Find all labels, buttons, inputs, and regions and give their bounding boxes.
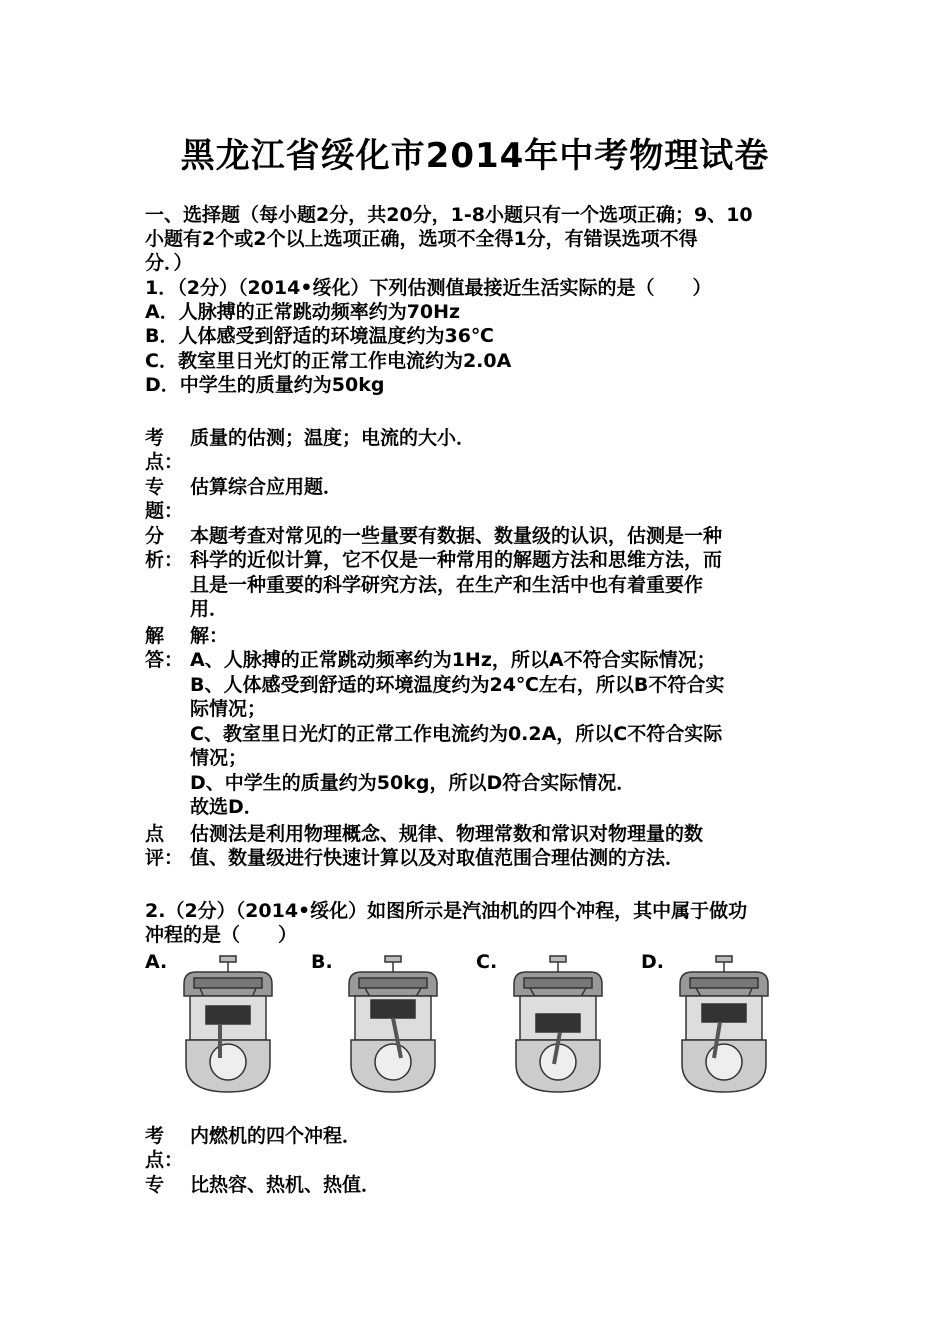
jieda-line: B、人体感受到舒适的环境温度约为24℃左右，所以B不符合实 [190, 674, 725, 696]
zhuanti-label: 题： [145, 500, 184, 522]
dianping-label: 点 [145, 823, 165, 845]
jieda-line: 解： [190, 625, 229, 647]
page-title: 黑龙江省绥化市2014年中考物理试卷 [180, 136, 770, 176]
q2-zhuanti-label: 专 [145, 1174, 165, 1196]
jieda-line: C、教室里日光灯的正常工作电流约为0.2A，所以C不符合实际 [190, 723, 723, 745]
q2-option-b-label: B. [311, 951, 333, 973]
dianping-line: 值、数量级进行快速计算以及对取值范围合理估测的方法． [190, 847, 685, 869]
engine-diagram-a [180, 954, 276, 1094]
section-line: 一、选择题（每小题2分，共20分，1-8小题只有一个选项正确；9、10 [145, 204, 753, 226]
jieda-line: A、人脉搏的正常跳动频率约为1Hz，所以A不符合实际情况； [190, 649, 716, 671]
q2-stem: 2.（2分）（2014•绥化）如图所示是汽油机的四个冲程，其中属于做功 [145, 900, 748, 922]
q2-option-d-label: D. [641, 951, 664, 973]
fenxi-line: 科学的近似计算，它不仅是一种常用的解题方法和思维方法，而 [190, 549, 723, 571]
section-line: 分．） [145, 252, 193, 274]
jieda-line: 故选D． [190, 796, 263, 818]
kaodian-label: 点： [145, 451, 184, 473]
zhuanti-label: 专 [145, 476, 165, 498]
jieda-label: 答： [145, 649, 184, 671]
dianping-line: 估测法是利用物理概念、规律、物理常数和常识对物理量的数 [190, 823, 704, 845]
q1-option-b: B．人体感受到舒适的环境温度约为36℃ [145, 325, 494, 347]
jieda-label: 解 [145, 625, 165, 647]
jieda-line: D、中学生的质量约为50kg，所以D符合实际情况． [190, 772, 636, 794]
q2-option-c-label: C. [476, 951, 498, 973]
jieda-line: 情况； [190, 747, 248, 769]
dianping-label: 评： [145, 847, 184, 869]
fenxi-line: 且是一种重要的科学研究方法，在生产和生活中也有着重要作 [190, 574, 704, 596]
section-line: 小题有2个或2个以上选项正确，选项不全得1分，有错误选项不得 [145, 228, 698, 250]
q1-stem: 1．（2分）（2014•绥化）下列估测值最接近生活实际的是（ ） [145, 277, 712, 299]
fenxi-label: 析： [145, 549, 184, 571]
jieda-line: 际情况； [190, 698, 267, 720]
engine-diagram-b [345, 954, 441, 1094]
q2-kaodian-text: 内燃机的四个冲程． [190, 1125, 362, 1147]
q2-option-a-label: A. [145, 951, 168, 973]
q2-zhuanti-text: 比热容、热机、热值． [190, 1174, 381, 1196]
q1-option-d: D．中学生的质量约为50kg [145, 374, 385, 396]
kaodian-label: 考 [145, 427, 165, 449]
fenxi-line: 用． [190, 598, 229, 620]
q1-option-a: A．人脉搏的正常跳动频率约为70Hz [145, 301, 461, 323]
q2-kaodian-label: 考 [145, 1125, 165, 1147]
q2-kaodian-label: 点： [145, 1149, 184, 1171]
q1-option-c: C．教室里日光灯的正常工作电流约为2.0A [145, 350, 512, 372]
fenxi-label: 分 [145, 525, 165, 547]
engine-diagram-c [510, 954, 606, 1094]
fenxi-line: 本题考查对常见的一些量要有数据、数量级的认识，估测是一种 [190, 525, 723, 547]
kaodian-text: 质量的估测；温度；电流的大小． [190, 427, 476, 449]
engine-diagram-d [676, 954, 772, 1094]
q2-stem: 冲程的是（ ） [145, 924, 298, 946]
zhuanti-text: 估算综合应用题． [190, 476, 343, 498]
